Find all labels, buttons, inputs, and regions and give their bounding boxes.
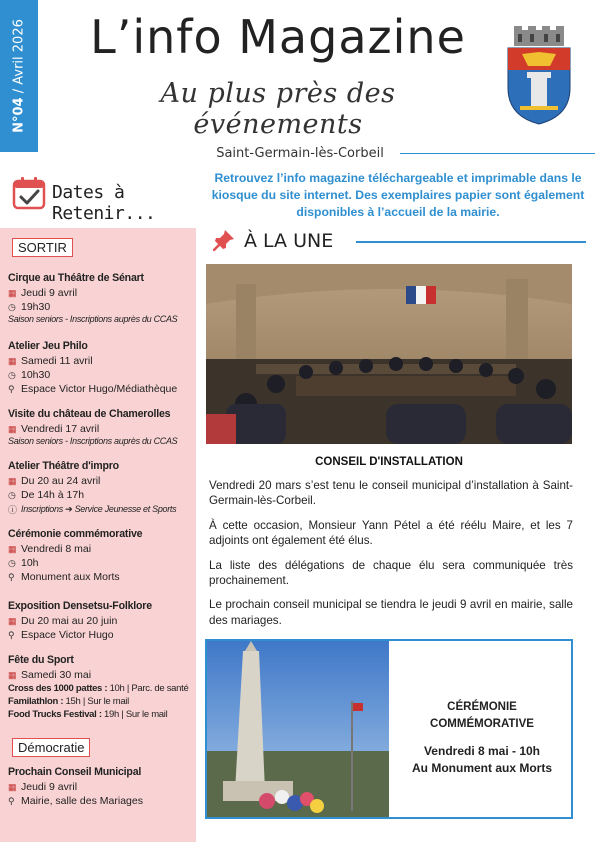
ceremony-where: Au Monument aux Morts: [412, 761, 552, 775]
ceremony-box: [205, 639, 573, 819]
council-meeting-photo: [206, 264, 572, 444]
event-title: Cérémonie commémorative: [8, 528, 143, 540]
ceremony-title-line1: CÉRÉMONIE: [447, 701, 517, 713]
ceremony-title-line2: COMMÉMORATIVE: [430, 718, 534, 730]
location-pin-icon: ⚲: [8, 571, 15, 582]
calendar-icon: ▦: [8, 615, 17, 626]
magazine-subtitle: Au plus près des événements: [160, 78, 396, 140]
section-label-democratie: Démocratie: [12, 738, 90, 757]
event-title: Atelier Théâtre d'impro: [8, 460, 119, 472]
info-icon: ⓘ: [8, 504, 18, 515]
event-item: [8, 528, 194, 584]
event-title: Fête du Sport: [8, 654, 74, 666]
war-memorial-photo: [207, 641, 389, 817]
town-name: Saint-Germain-lès-Corbeil: [200, 146, 400, 161]
event-title: Exposition Densetsu-Folklore: [8, 600, 152, 612]
article-paragraph: À cette occasion, Monsieur Yann Pétel a été réélu Maire, et les 7 adjoints ont également été élus.: [209, 518, 573, 548]
magazine-title: L’info Magazine: [90, 10, 466, 64]
event-note: Saison seniors - Inscriptions auprès du CCAS: [8, 436, 178, 446]
event-detail: Food Trucks Festival : 19h | Sur le mail: [8, 709, 168, 720]
event-item: [8, 600, 194, 642]
event-place: ⚲ Espace Victor Hugo: [8, 629, 114, 641]
arrow-icon: ➔: [65, 503, 73, 514]
section-label-sortir: SORTIR: [12, 238, 73, 257]
event-date: ▦ Jeudi 9 avril: [8, 287, 78, 299]
event-date: ▦ Samedi 30 mai: [8, 669, 92, 681]
event-detail: Familathlon : 15h | Sur le mail: [8, 696, 129, 707]
article-paragraph: Vendredi 20 mars s’est tenu le conseil municipal d’installation à Saint-Germain-lès-Corbeil.: [209, 479, 573, 508]
event-place: ⚲ Monument aux Morts: [8, 571, 120, 583]
event-item: [8, 460, 194, 516]
event-note: Saison seniors - Inscriptions auprès du CCAS: [8, 314, 178, 324]
calendar-icon: ▦: [8, 355, 17, 366]
calendar-icon: ▦: [8, 423, 17, 434]
calendar-icon: ▦: [8, 287, 17, 298]
issue-label: N°04 / Avril 2026: [11, 19, 27, 133]
calendar-icon: ▦: [8, 543, 17, 554]
event-time: ◷ 19h30: [8, 301, 51, 313]
event-item: [8, 766, 194, 808]
calendar-icon: ▦: [8, 669, 17, 680]
calendar-icon: ▦: [8, 475, 17, 486]
section-title-une: À LA UNE: [244, 230, 334, 252]
article-body: [209, 478, 573, 637]
event-title: Cirque au Théâtre de Sénart: [8, 272, 144, 284]
clock-icon: ◷: [8, 557, 16, 568]
event-time: ◷ 10h: [8, 557, 39, 569]
event-date: ▦ Vendredi 17 avril: [8, 423, 100, 435]
dates-heading: [12, 176, 198, 224]
town-crest-icon: [500, 26, 578, 126]
article-paragraph: Le prochain conseil municipal se tiendra le jeudi 9 avril en mairie, salle des mariages.: [209, 598, 573, 627]
calendar-icon: ▦: [8, 781, 17, 792]
event-date: ▦ Vendredi 8 mai: [8, 543, 92, 555]
event-place: ⚲ Mairie, salle des Mariages: [8, 795, 143, 807]
location-pin-icon: ⚲: [8, 383, 15, 394]
event-item: [8, 408, 194, 446]
article-paragraph: La liste des délégations de chaque élu sera communiquée très prochainement.: [209, 558, 573, 588]
ceremony-info: [393, 699, 571, 777]
calendar-check-icon: [12, 176, 46, 210]
dates-title: Dates à Retenir...: [52, 182, 156, 224]
event-item: [8, 272, 194, 324]
issue-number: N°04: [11, 97, 27, 133]
event-detail: Cross des 1000 pattes : 10h | Parc. de santé: [8, 683, 189, 694]
ceremony-when: Vendredi 8 mai - 10h: [423, 744, 541, 758]
pushpin-icon: [213, 229, 235, 251]
article-title: CONSEIL D'INSTALLATION: [315, 456, 463, 468]
event-date: ▦ Du 20 au 24 avril: [8, 475, 101, 487]
event-date: ▦ Samedi 11 avril: [8, 355, 93, 367]
event-date: ▦ Jeudi 9 avril: [8, 781, 78, 793]
event-date: ▦ Du 20 mai au 20 juin: [8, 615, 118, 627]
clock-icon: ◷: [8, 489, 16, 500]
event-note: ⓘ Inscriptions ➔ Service Jeunesse et Sports: [8, 503, 177, 515]
event-time: ◷ De 14h à 17h: [8, 489, 85, 501]
event-title: Atelier Jeu Philo: [8, 340, 88, 352]
event-title: Prochain Conseil Municipal: [8, 766, 142, 778]
issue-date: Avril 2026: [11, 19, 27, 85]
location-pin-icon: ⚲: [8, 795, 15, 806]
event-title: Visite du château de Chamerolles: [8, 408, 171, 420]
une-divider: [356, 241, 586, 243]
events-sidebar: [0, 228, 196, 842]
kiosk-intro: Retrouvez l’info magazine téléchargeable et imprimable dans le kiosque du site internet. Des exemplaires papier sont également disponibles à l’accueil de la mairie.: [211, 171, 585, 219]
location-pin-icon: ⚲: [8, 629, 15, 640]
event-time: ◷ 10h30: [8, 369, 51, 381]
clock-icon: ◷: [8, 369, 16, 380]
clock-icon: ◷: [8, 301, 16, 312]
event-place: ⚲ Espace Victor Hugo/Médiathèque: [8, 383, 178, 395]
event-item: [8, 340, 194, 396]
event-item: [8, 654, 194, 721]
